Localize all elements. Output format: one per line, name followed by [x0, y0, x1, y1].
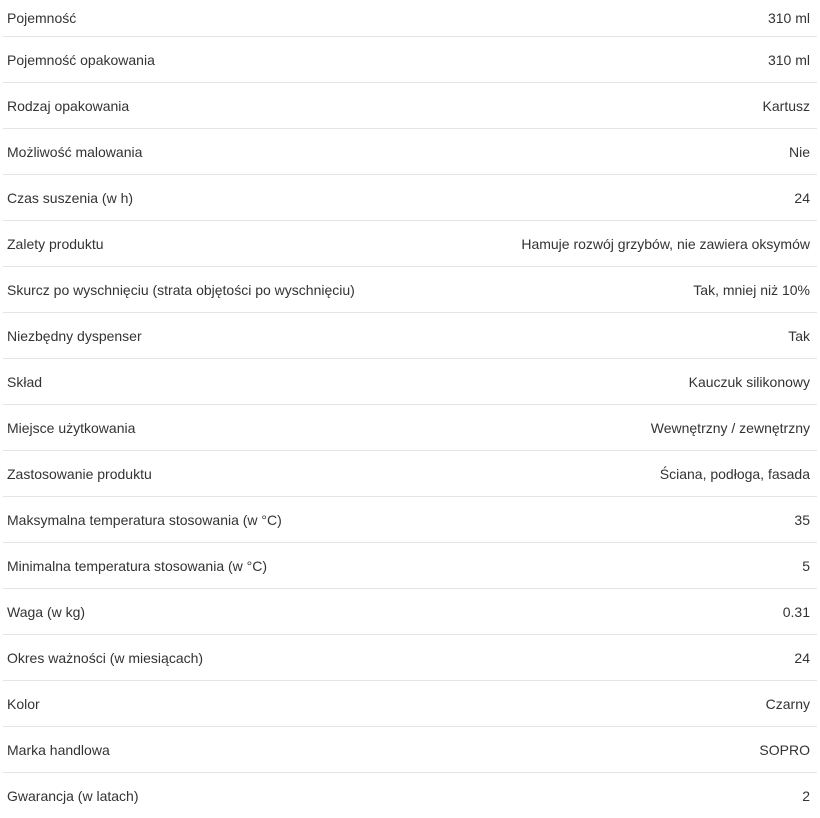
spec-row [3, 129, 817, 175]
spec-row [3, 221, 817, 267]
spec-value: 24 [794, 189, 810, 206]
spec-row [3, 727, 817, 773]
spec-value: Ściana, podłoga, fasada [659, 465, 810, 482]
spec-row [3, 267, 817, 313]
spec-label: Czas suszenia (w h) [7, 189, 134, 206]
spec-label: Gwarancja (w latach) [7, 787, 139, 804]
spec-label: Pojemność [7, 10, 77, 26]
spec-value: 310 ml [767, 10, 810, 26]
spec-row [3, 589, 817, 635]
spec-label: Możliwość malowania [7, 143, 143, 160]
spec-label: Marka handlowa [7, 741, 110, 758]
spec-row [3, 359, 817, 405]
spec-value: 0.31 [782, 603, 810, 620]
spec-label: Kolor [7, 695, 40, 712]
spec-row [3, 405, 817, 451]
spec-label: Pojemność opakowania [7, 51, 155, 68]
spec-row [3, 681, 817, 727]
spec-label: Skład [7, 373, 43, 390]
spec-value: Kartusz [762, 97, 810, 114]
spec-label: Okres ważności (w miesiącach) [7, 649, 204, 666]
spec-table [3, 0, 817, 818]
spec-value: Czarny [765, 695, 810, 712]
spec-row [3, 635, 817, 681]
spec-value: 35 [794, 511, 810, 528]
spec-value: Tak [788, 327, 810, 344]
spec-value: 5 [802, 557, 810, 574]
spec-value: Nie [788, 143, 810, 160]
spec-row [3, 37, 817, 83]
spec-row [3, 451, 817, 497]
spec-value: 310 ml [767, 51, 810, 68]
spec-value: 24 [794, 649, 810, 666]
spec-value: Hamuje rozwój grzybów, nie zawiera oksymów [521, 235, 810, 252]
spec-row [3, 773, 817, 818]
spec-row [3, 0, 817, 37]
spec-row [3, 313, 817, 359]
spec-label: Zastosowanie produktu [7, 465, 152, 482]
spec-row [3, 543, 817, 589]
spec-label: Minimalna temperatura stosowania (w °C) [7, 557, 268, 574]
spec-label: Skurcz po wyschnięciu (strata objętości po wyschnięciu) [7, 281, 355, 298]
spec-label: Rodzaj opakowania [7, 97, 130, 114]
spec-value: Tak, mniej niż 10% [693, 281, 810, 298]
spec-row [3, 175, 817, 221]
spec-row [3, 497, 817, 543]
spec-value: Kauczuk silikonowy [688, 373, 810, 390]
spec-value: SOPRO [759, 741, 810, 758]
spec-label: Waga (w kg) [7, 603, 86, 620]
spec-label: Niezbędny dyspenser [7, 327, 142, 344]
spec-label: Zalety produktu [7, 235, 104, 252]
spec-value: 2 [802, 787, 810, 804]
spec-value: Wewnętrzny / zewnętrzny [650, 419, 810, 436]
spec-label: Maksymalna temperatura stosowania (w °C) [7, 511, 282, 528]
spec-label: Miejsce użytkowania [7, 419, 136, 436]
spec-row [3, 83, 817, 129]
